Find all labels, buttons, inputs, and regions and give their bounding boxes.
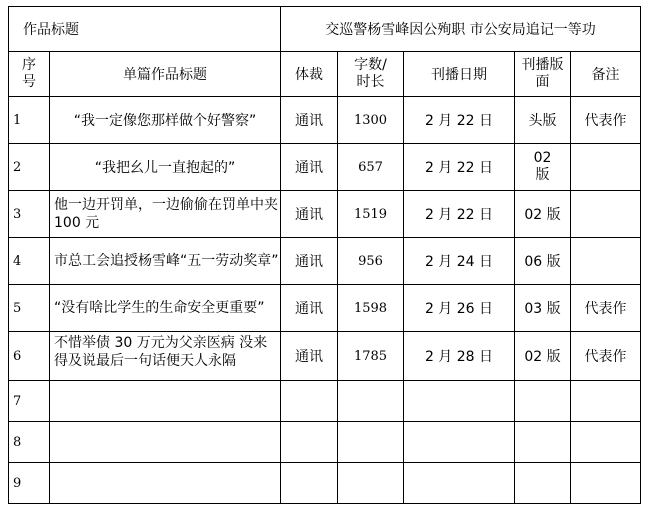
row-page <box>515 381 571 422</box>
row-title: 市总工会追授杨雪峰“五一劳动奖章” <box>50 238 281 285</box>
col-header-date: 刊播日期 <box>404 52 515 97</box>
col-header-length: 字数/ 时长 <box>338 52 404 97</box>
row-genre: 通讯 <box>281 144 338 191</box>
row-note <box>571 422 641 463</box>
row-title: “没有啥比学生的生命安全更重要” <box>50 285 281 332</box>
work-title-row <box>9 7 641 52</box>
row-length: 1785 <box>338 332 404 381</box>
row-genre: 通讯 <box>281 191 338 238</box>
row-length: 956 <box>338 238 404 285</box>
row-seq: 3 <box>9 191 50 238</box>
row-length <box>338 381 404 422</box>
row-genre: 通讯 <box>281 332 338 381</box>
row-note <box>571 191 641 238</box>
col-header-page: 刊播版 面 <box>515 52 571 97</box>
row-date: 2 月 22 日 <box>404 191 515 238</box>
row-date: 2 月 22 日 <box>404 97 515 144</box>
row-title: 不惜举债 30 万元为父亲医病 没来得及说最后一句话便天人永隔 <box>54 335 268 369</box>
row-length: 1598 <box>338 285 404 332</box>
row-note <box>571 381 641 422</box>
col-header-note: 备注 <box>571 52 641 97</box>
column-header-row <box>9 52 641 97</box>
row-genre: 通讯 <box>281 97 338 144</box>
row-date: 2 月 22 日 <box>404 144 515 191</box>
col-header-title: 单篇作品标题 <box>50 52 281 97</box>
row-seq: 1 <box>9 97 50 144</box>
row-seq: 5 <box>9 285 50 332</box>
works-table <box>8 6 641 504</box>
table-row <box>9 285 641 332</box>
col-header-seq: 序 号 <box>9 52 50 97</box>
row-genre <box>281 422 338 463</box>
row-title <box>50 463 281 504</box>
row-date: 2 月 28 日 <box>404 332 515 381</box>
row-seq: 7 <box>9 381 50 422</box>
row-page: 03 版 <box>515 285 571 332</box>
row-note <box>571 238 641 285</box>
row-seq: 6 <box>9 332 50 381</box>
row-page: 头版 <box>515 97 571 144</box>
row-length: 1519 <box>338 191 404 238</box>
row-note: 代表作 <box>571 97 641 144</box>
table-row <box>9 238 641 285</box>
row-date: 2 月 26 日 <box>404 285 515 332</box>
table-row <box>9 422 641 463</box>
row-genre <box>281 381 338 422</box>
col-header-genre: 体裁 <box>281 52 338 97</box>
row-note <box>571 463 641 504</box>
table-row <box>9 144 641 191</box>
work-title-label-text: 作品标题 <box>23 22 79 38</box>
work-title-value-cell <box>281 7 641 52</box>
row-seq: 2 <box>9 144 50 191</box>
table-row <box>9 463 641 504</box>
row-date: 2 月 24 日 <box>404 238 515 285</box>
row-page: 06 版 <box>515 238 571 285</box>
table-row <box>9 332 641 381</box>
row-seq: 9 <box>9 463 50 504</box>
submission-form <box>8 6 640 504</box>
row-page <box>515 463 571 504</box>
row-date <box>404 463 515 504</box>
row-genre: 通讯 <box>281 238 338 285</box>
work-title-value: 交巡警杨雪峰因公殉职 市公安局追记一等功 <box>325 22 596 38</box>
row-seq: 4 <box>9 238 50 285</box>
row-date <box>404 381 515 422</box>
row-date <box>404 422 515 463</box>
row-length: 1300 <box>338 97 404 144</box>
row-length <box>338 422 404 463</box>
table-row <box>9 381 641 422</box>
work-title-label <box>9 7 281 52</box>
row-seq: 8 <box>9 422 50 463</box>
row-title-cell <box>50 332 281 381</box>
table-row <box>9 191 641 238</box>
row-page: 02 版 <box>515 144 571 191</box>
row-title: “我把幺儿一直抱起的” <box>50 144 281 191</box>
row-title <box>50 381 281 422</box>
table-row <box>9 97 641 144</box>
row-page: 02 版 <box>515 332 571 381</box>
row-note: 代表作 <box>571 285 641 332</box>
row-note <box>571 144 641 191</box>
row-title: “我一定像您那样做个好警察” <box>50 97 281 144</box>
row-genre: 通讯 <box>281 285 338 332</box>
row-length <box>338 463 404 504</box>
row-length: 657 <box>338 144 404 191</box>
row-page: 02 版 <box>515 191 571 238</box>
row-page <box>515 422 571 463</box>
row-title: 他一边开罚单，一边偷偷在罚单中夹 100 元 <box>50 191 281 238</box>
row-title <box>50 422 281 463</box>
row-note: 代表作 <box>571 332 641 381</box>
row-genre <box>281 463 338 504</box>
